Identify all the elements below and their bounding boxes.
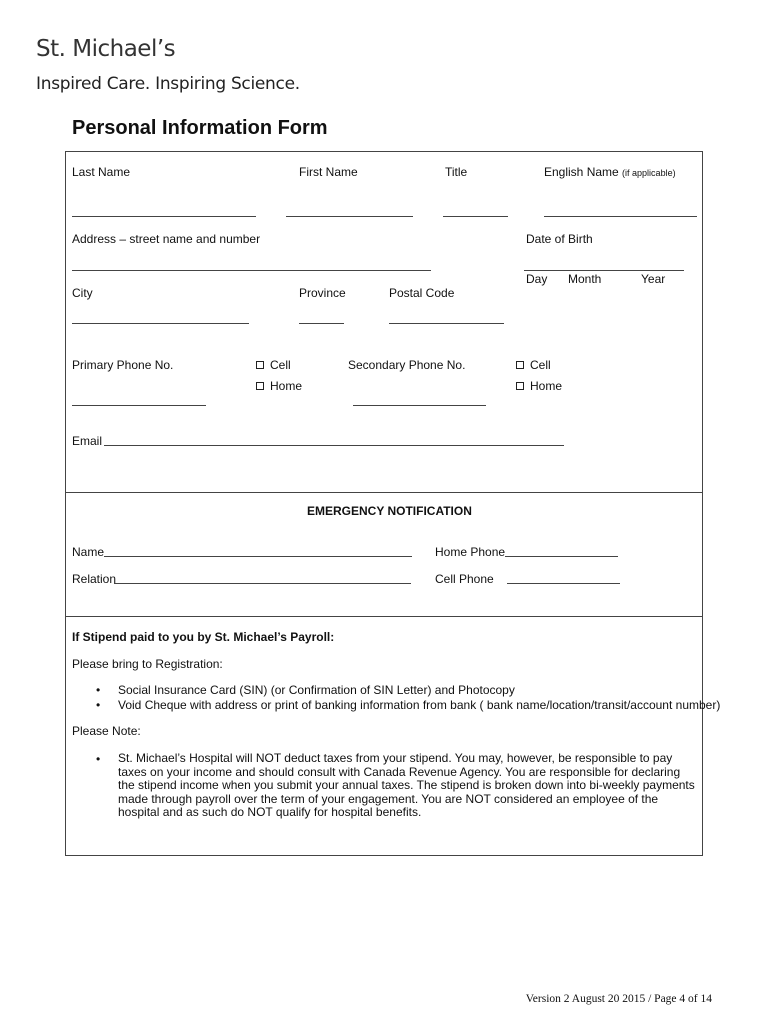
address-field[interactable] (72, 270, 431, 271)
email-field[interactable] (104, 445, 564, 446)
section-divider (65, 616, 703, 617)
tagline: Inspired Care. Inspiring Science. (36, 74, 300, 94)
bullet-icon: • (96, 752, 101, 766)
emergency-name-field[interactable] (104, 556, 412, 557)
secondary-phone-label: Secondary Phone No. (348, 358, 466, 372)
checkbox-icon (256, 382, 264, 390)
checkbox-icon (256, 361, 264, 369)
bring-label: Please bring to Registration: (72, 657, 223, 671)
day-label: Day (526, 272, 548, 286)
note-label: Please Note: (72, 724, 141, 738)
primary-phone-label: Primary Phone No. (72, 358, 174, 372)
last-name-field[interactable] (72, 216, 256, 217)
title-label: Title (445, 165, 468, 179)
postal-code-field[interactable] (389, 323, 504, 324)
city-label: City (72, 286, 93, 300)
title-field[interactable] (443, 216, 508, 217)
email-label: Email (72, 434, 103, 448)
secondary-phone-field[interactable] (353, 405, 486, 406)
emergency-heading: EMERGENCY NOTIFICATION (307, 504, 472, 518)
section-divider (65, 492, 703, 493)
secondary-home-checkbox[interactable]: Home (516, 379, 562, 393)
logo: St. Michael’s (36, 36, 176, 62)
province-field[interactable] (299, 323, 344, 324)
checkbox-icon (516, 361, 524, 369)
stipend-heading: If Stipend paid to you by St. Michael’s Payroll: (72, 630, 335, 644)
bullet-icon: • (96, 683, 101, 697)
primary-cell-checkbox[interactable]: Cell (256, 358, 291, 372)
address-label: Address – street name and number (72, 232, 261, 246)
primary-phone-field[interactable] (72, 405, 206, 406)
english-name-field[interactable] (544, 216, 697, 217)
list-item: • Void Cheque with address or print of banking information from bank ( bank name/location/transit/account number) (96, 698, 721, 712)
province-label: Province (299, 286, 346, 300)
last-name-label: Last Name (72, 165, 131, 179)
english-name-note: (if applicable) (622, 168, 676, 178)
page-footer: Version 2 August 20 2015 / Page 4 of 14 (525, 993, 712, 1005)
list-item: • Social Insurance Card (SIN) (or Confirmation of SIN Letter) and Photocopy (96, 683, 515, 697)
city-field[interactable] (72, 323, 249, 324)
emergency-name-label: Name (72, 545, 105, 559)
english-name-label: English Name (if applicable) (544, 165, 676, 179)
primary-home-checkbox[interactable]: Home (256, 379, 302, 393)
postal-code-label: Postal Code (389, 286, 455, 300)
date-of-birth-label: Date of Birth (526, 232, 593, 246)
emergency-cell-phone-label: Cell Phone (435, 572, 494, 586)
emergency-home-phone-field[interactable] (505, 556, 618, 557)
bullet-icon: • (96, 698, 101, 712)
emergency-relation-label: Relation (72, 572, 117, 586)
emergency-cell-phone-field[interactable] (507, 583, 620, 584)
date-of-birth-field[interactable] (524, 270, 684, 271)
note-paragraph: St. Michael’s Hospital will NOT deduct taxes from your stipend. You may, however, be responsible to pay taxes on your income and should consult with Canada Revenue Agency. You are responsible for declaring the stipend income when you submit your annual taxes. The stipend is broken down into bi-weekly payments made through payroll over the term of your engagement. You are NOT considered an employee of the hospital and as such do NOT qualify for hospital benefits. (118, 751, 695, 819)
secondary-cell-checkbox[interactable]: Cell (516, 358, 551, 372)
month-label: Month (568, 272, 602, 286)
first-name-label: First Name (299, 165, 358, 179)
emergency-home-phone-label: Home Phone (435, 545, 506, 559)
emergency-relation-field[interactable] (114, 583, 411, 584)
page-title: Personal Information Form (72, 117, 328, 139)
checkbox-icon (516, 382, 524, 390)
first-name-field[interactable] (286, 216, 413, 217)
year-label: Year (641, 272, 666, 286)
